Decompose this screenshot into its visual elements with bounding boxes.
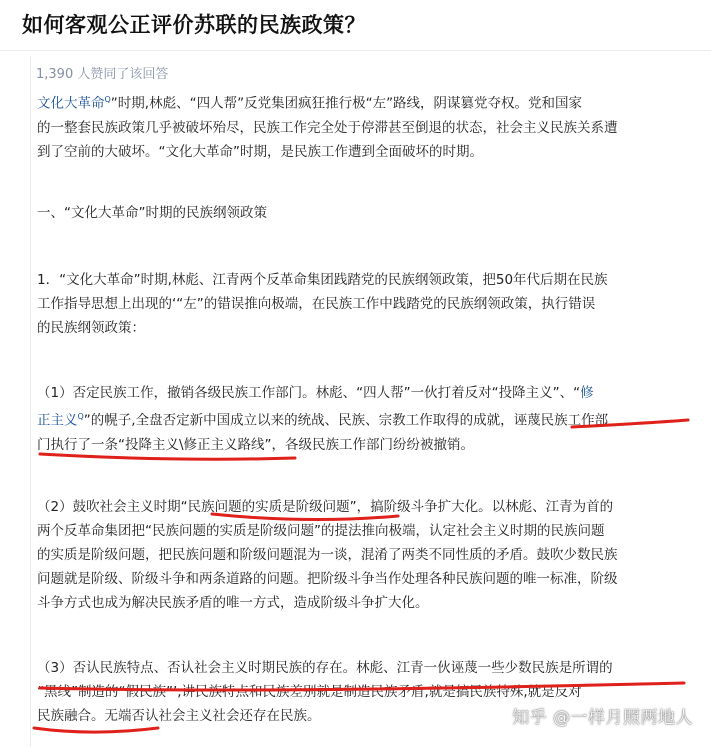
answer-paragraph-3 <box>37 381 697 457</box>
paragraph-line <box>37 381 697 405</box>
paragraph-line <box>37 88 697 116</box>
paragraph-line: 门执行了一条“投降主义\修正主义路线”，各级民族工作部门纷纷被撤销。 <box>37 436 475 453</box>
answer-paragraph-1 <box>37 88 697 164</box>
answer-paragraph-4 <box>37 495 697 615</box>
revisionism-link-cont[interactable]: 正主义 <box>37 412 78 429</box>
section-heading: 一、“文化大革命”时期的民族纲领政策 <box>37 205 267 221</box>
paragraph-line: 的实质是阶级问题，把民族问题和阶级问题混为一谈，混淆了两类不同性质的矛盾。鼓吹少数民族 <box>37 547 618 563</box>
paragraph-line: 到了空前的大破坏。“文化大革命”时期，是民族工作遭到全面破坏的时期。 <box>37 143 483 160</box>
paragraph-line: 民族融合。无端否认社会主义社会还存在民族。 <box>37 708 321 724</box>
question-title[interactable]: 如何客观公正评价苏联的民族政策？ <box>22 13 366 37</box>
paragraph-line: 问题就是阶级、阶级斗争和两条道路的问题。把阶级斗争当作处理各种民族问题的唯一标准，阶级 <box>37 571 618 587</box>
culture-revolution-link[interactable]: 文化大革命 <box>37 95 105 112</box>
answer-paragraph-2 <box>37 268 697 340</box>
paragraph-line: 两个反革命集团把“民族问题的实质是阶级问题”的提法推向极端，认定社会主义时期的民族问题 <box>37 523 605 539</box>
paragraph-line <box>37 405 697 433</box>
revisionism-link[interactable]: 修 <box>580 385 594 401</box>
search-link-icon: Q <box>77 412 84 421</box>
question-header <box>0 0 711 51</box>
search-link-icon: Q <box>104 95 111 104</box>
paragraph-text: ”的幌子,全盘否定新中国成立以来的统战、民族、宗教工作取得的成就，诬蔑民族工作部 <box>83 412 609 429</box>
paragraph-line: 斗争方式也成为解决民族矛盾的唯一方式，造成阶级斗争扩大化。 <box>37 595 429 611</box>
paragraph-text: ”时期,林彪、“四人帮”反党集团疯狂推行极“左”路线，阴谋篡党夺权。党和国家 <box>110 95 583 112</box>
paragraph-line: 的民族纲领政策： <box>37 320 145 336</box>
paragraph-line: 的一整套民族政策几乎被破坏殆尽，民族工作完全处于停滞甚至倒退的状态，社会主义民族关系遭 <box>37 119 618 136</box>
paragraph-line: （3）否认民族特点、否认社会主义时期民族的存在。林彪、江青一伙诬蔑一些少数民族是所谓的 <box>37 660 613 676</box>
paragraph-text: （1）否定民族工作，撤销各级民族工作部门。林彪、“四人帮”一伙打着反对“投降主义”、“ <box>37 385 581 401</box>
paragraph-line: “黑线”制造的“假民族”’,讲民族特点和民族差别就是制造民族矛盾,就是搞民族特殊,就是反对 <box>37 684 582 700</box>
upvote-count: 1,390 人赞同了该回答 <box>36 67 169 82</box>
paragraph-line: 1．“文化大革命”时期,林彪、江青两个反革命集团践踏党的民族纲领政策，把50年代后期在民族 <box>37 272 608 288</box>
paragraph-line: 工作指导思想上出现的‘“左”的错误推向极端，在民族工作中践踏党的民族纲领政策，执行错误 <box>37 296 596 312</box>
paragraph-line: （2）鼓吹社会主义时期“民族问题的实质是阶级问题”，搞阶级斗争扩大化。以林彪、江青为首的 <box>37 499 614 515</box>
zhihu-watermark: 知乎 @一样月照两地人 <box>512 708 693 728</box>
